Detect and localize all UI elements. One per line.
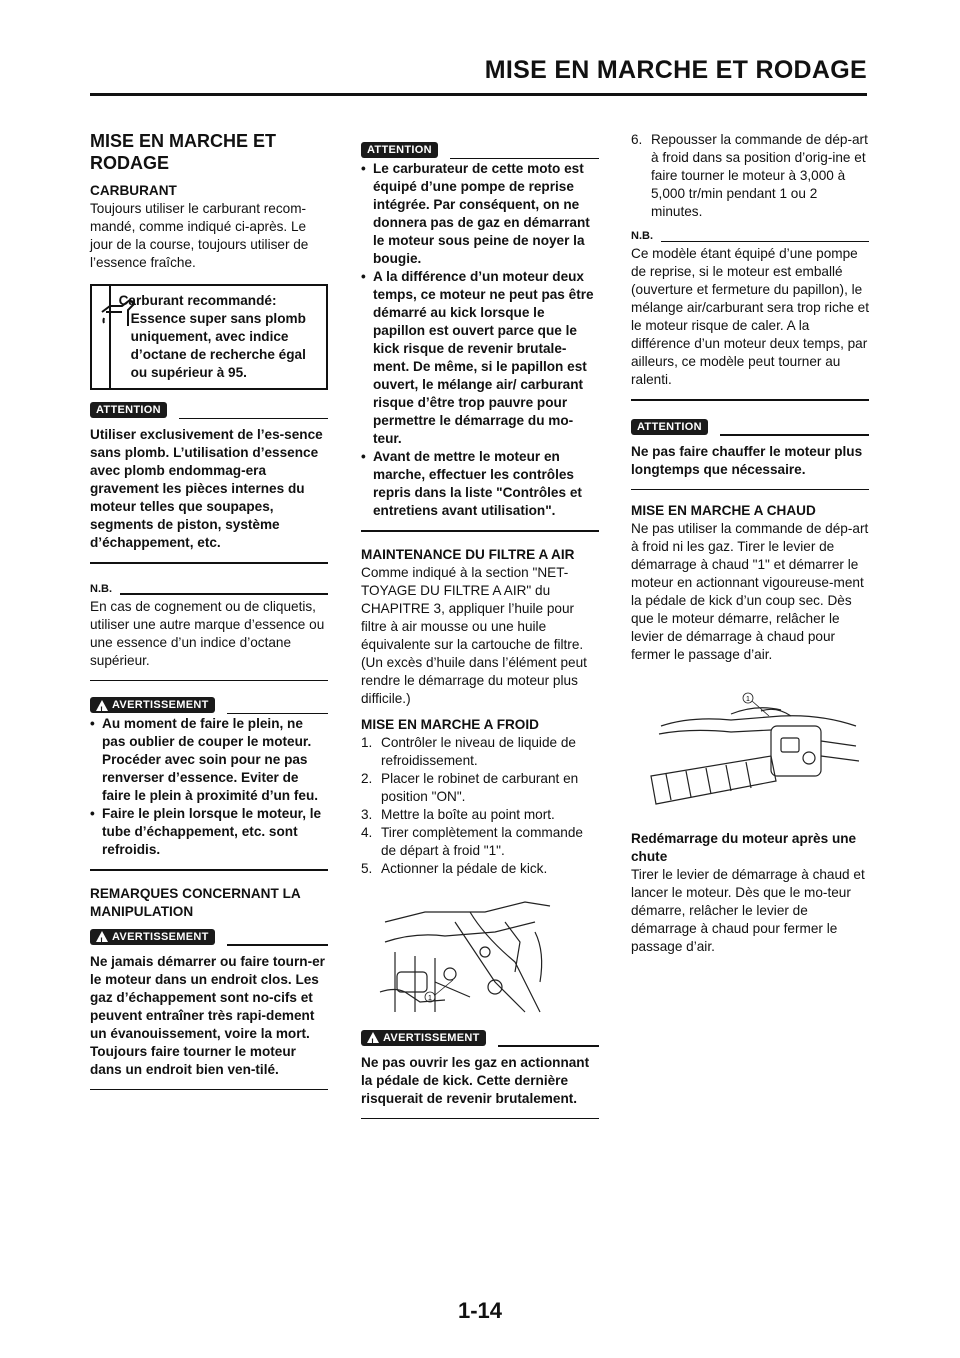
fuel-nozzle-icon bbox=[100, 298, 138, 330]
header-rule bbox=[90, 93, 867, 96]
list-item: 1. Contrôler le niveau de liquide de refroidissement. bbox=[361, 734, 576, 768]
column-3 bbox=[631, 131, 869, 956]
attention-text: Ne pas faire chauffer le moteur plus longtemps que nécessaire. bbox=[631, 443, 863, 477]
carburant-text: Toujours utiliser le carburant recom-mandé, comme indiqué ci-après. Le jour de la course, toujours utiliser de l’essence fraîche. bbox=[90, 201, 309, 270]
chaud-title: MISE EN MARCHE A CHAUD bbox=[631, 503, 816, 518]
attention-badge: ATTENTION bbox=[631, 419, 708, 435]
list-item: 5. Actionner la pédale de kick. bbox=[361, 860, 548, 876]
column-1 bbox=[90, 128, 328, 1090]
warning-notice-1 bbox=[90, 695, 328, 871]
nb-text: En cas de cognement ou de cliquetis, utiliser une autre marque d’essence ou une essence d’un indice d’octane supérieur. bbox=[90, 598, 325, 668]
warning-icon bbox=[96, 931, 108, 942]
list-item: • Avant de mettre le moteur en marche, effectuer les contrôles repris dans la liste "Contrôles et entretiens avant utilisation". bbox=[361, 448, 599, 520]
list-item: 4. Tirer complètement la commande de départ à froid "1". bbox=[361, 824, 583, 858]
warning-icon bbox=[96, 700, 108, 711]
warning-badge: ! AVERTISSEMENT bbox=[90, 697, 215, 713]
nb-text: Ce modèle étant équipé d’une pompe de reprise, si le moteur est emballé (ouverture et fermeture du papillon), le mélange air/carburant sera trop riche et le moteur risque de caler. A la différence d’un moteur deux temps, par ailleurs, ce modèle peut tourner au ralenti. bbox=[631, 246, 870, 387]
list-item: • Le carburateur de cette moto est équipé d’une pompe de reprise intégrée. Par conséquent, on ne donnera pas de gaz en démarrant le moteur sous peine de noyer la bougie. bbox=[361, 160, 599, 268]
froid-steps-continued bbox=[631, 131, 869, 221]
froid-steps bbox=[361, 734, 599, 878]
nb-label: N.B. bbox=[631, 230, 653, 242]
list-item: • Au moment de faire le plein, ne pas oublier de couper le moteur. Procéder avec soin pour ne pas renverser d’essence. Eviter de faire le plein à proximité d’un feu. bbox=[90, 715, 328, 805]
froid-title: MISE EN MARCHE A FROID bbox=[361, 716, 539, 732]
list-item: 6. Repousser la commande de dép-art à froid dans sa position d’orig-ine et faire tourner le moteur à 3,000 à 5,000 tr/min pendant 1 ou 2 minutes. bbox=[631, 132, 868, 219]
fuel-box-text: Essence super sans plomb uniquement, avec indice d’octane de recherche égal ou supérieur à 95. bbox=[130, 311, 306, 380]
figure-callout: 1 bbox=[746, 696, 750, 703]
warning-notice bbox=[361, 1028, 599, 1120]
chute-text: Tirer le levier de démarrage à chaud et lancer le moteur. Dès que le mo-teur démarre, relâcher le levier de démarrage à chaud pour fermer le passage d’air. bbox=[631, 867, 865, 954]
warning-badge: ! AVERTISSEMENT bbox=[361, 1030, 486, 1046]
warning-icon bbox=[367, 1032, 379, 1043]
list-item: 2. Placer le robinet de carburant en position "ON". bbox=[361, 770, 579, 804]
attention-text: Utiliser exclusivement de l’es-sence sans plomb. L’utilisation d’essence avec plomb endommag-era gravement les pièces internes du moteur telles que soupapes, segments de piston, système d’échappement, etc. bbox=[90, 427, 323, 550]
attention-badge: ATTENTION bbox=[361, 142, 438, 158]
warning-badge: ! AVERTISSEMENT bbox=[90, 929, 215, 945]
list-item: 3. Mettre la boîte au point mort. bbox=[361, 806, 555, 822]
section-title: MISE EN MARCHE ET RODAGE bbox=[90, 131, 277, 173]
filtre-text: Comme indiqué à la section "NET-TOYAGE DU FILTRE A AIR" du CHAPITRE 3, appliquer l’huile pour filtre à air mousse ou une huile équivalente sur la cartouche de filtre. (Un excès d’huile dans l’élément peut rendre le démarrage du moteur plus difficile.) bbox=[361, 564, 587, 706]
chute-title: Redémarrage du moteur après une chute bbox=[631, 831, 857, 864]
page-header-title: MISE EN MARCHE ET RODAGE bbox=[484, 56, 867, 84]
filtre-title: MAINTENANCE DU FILTRE A AIR bbox=[361, 546, 575, 562]
attention-badge: ATTENTION bbox=[90, 402, 167, 418]
warning-text: Ne pas ouvrir les gaz en actionnant la pédale de kick. Cette dernière risquerait de revenir brutalement. bbox=[361, 1054, 590, 1106]
fuel-icon-cell bbox=[92, 286, 111, 388]
fuel-spec-box bbox=[90, 284, 328, 390]
handlebar-figure bbox=[631, 686, 869, 816]
figure-callout: 1 bbox=[428, 994, 432, 1002]
warning-notice-2 bbox=[90, 927, 328, 1091]
attention-notice bbox=[90, 400, 328, 564]
warning-text: Ne jamais démarrer ou faire tourn-er le moteur dans un endroit clos. Les gaz d’échappement sont no-cifs et peuvent entraîner très rapi-dement un évanouissement, voire la mort. Toujours faire tourner le moteur dans un endroit bien ven-tilé. bbox=[90, 953, 325, 1077]
chaud-text: Ne pas utiliser la commande de dép-art à froid ni les gaz. Tirer le levier de démarrage à chaud "1" et démarrer le moteur en actionnant vigoureuse-ment la pédale de kick d’un coup sec. Dès que le moteur démarre, relâcher le levier de démarrage à chaud pour fermer le passage d’air. bbox=[631, 521, 869, 662]
remarques-title: REMARQUES CONCERNANT LA MANIPULATION bbox=[90, 885, 301, 919]
fuel-box-title: Carburant recommandé: bbox=[118, 293, 277, 308]
carburant-title: CARBURANT bbox=[90, 183, 177, 198]
nb-label: N.B. bbox=[90, 582, 112, 595]
list-item: • A la différence d’un moteur deux temps, ce moteur ne peut pas être démarré au kick lorsque le papillon est ouvert parce que le kick risque de revenir brutale-ment. De même, si le papillon est ouvert, le mélange air/ carburant risque d’être trop pauvre pour permettre le démarrage du mo-teur. bbox=[361, 268, 599, 448]
attention-notice bbox=[361, 140, 599, 532]
engine-figure bbox=[361, 892, 599, 1020]
nb-notice bbox=[631, 229, 869, 401]
nb-notice bbox=[90, 582, 328, 682]
attention-notice bbox=[631, 417, 869, 491]
page-number: 1-14 bbox=[457, 1298, 503, 1323]
column-2 bbox=[361, 140, 599, 1119]
list-item: • Faire le plein lorsque le moteur, le tube d’échappement, etc. sont refroidis. bbox=[90, 805, 328, 859]
